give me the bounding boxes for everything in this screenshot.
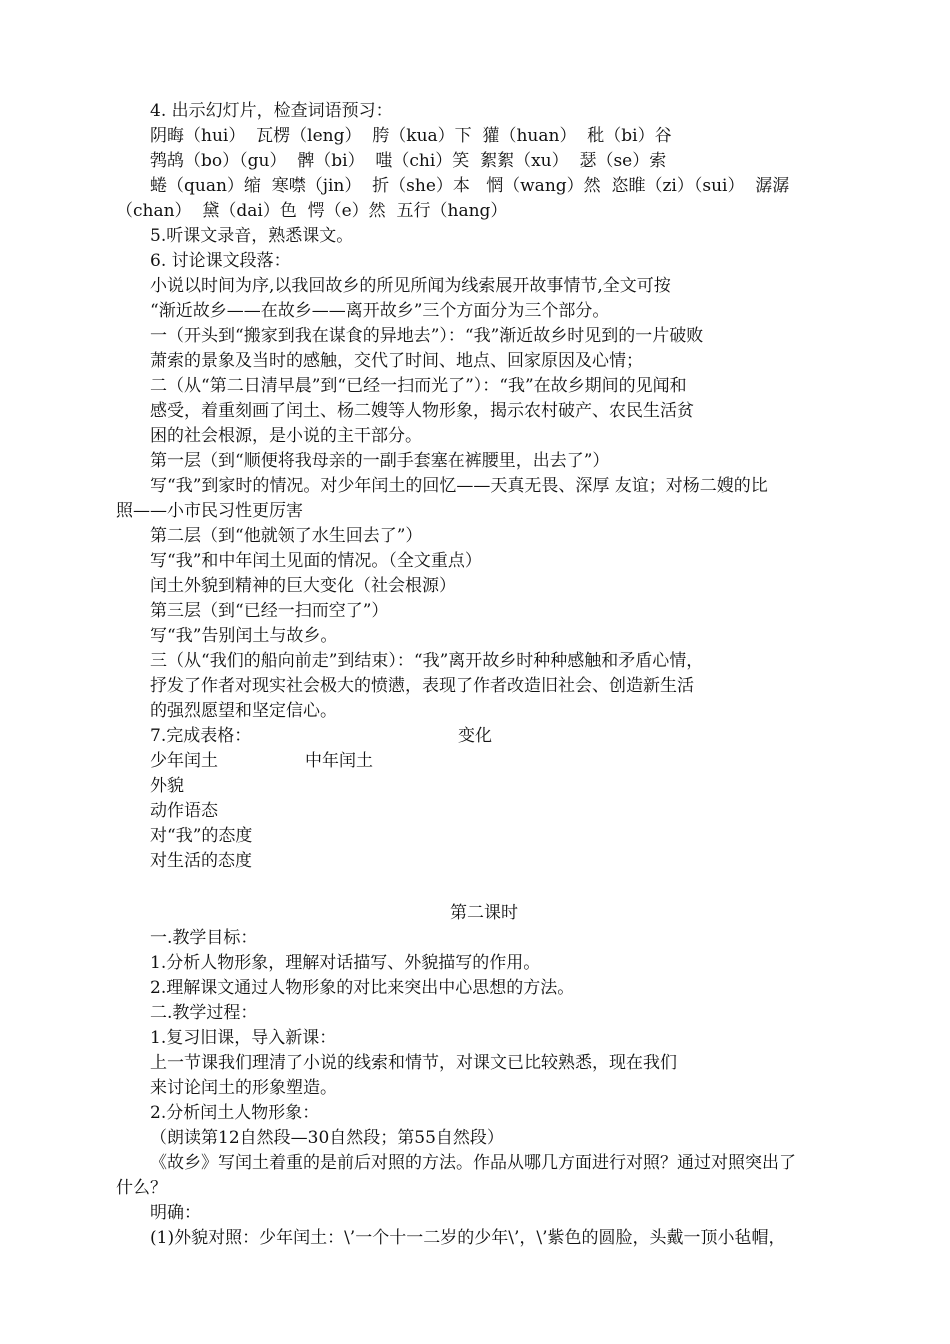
table-column-youth: 少年闰土 bbox=[150, 751, 218, 771]
text-line: “渐近故乡——在故乡——离开故乡”三个方面分为三个部分。 bbox=[150, 301, 610, 321]
text-line: 鹁鸪（bo）（gu） 髀（bi） 嗤（chi）笑 絮絮（xu） 瑟（se）索 bbox=[150, 151, 667, 171]
text-line: 明确： bbox=[150, 1203, 201, 1223]
text-line: (1)外貌对照：少年闰土：\’一个十一二岁的少年\’，\’紫色的圆脸，头戴一顶小毡帽， bbox=[150, 1228, 786, 1248]
table-row-label: 外貌 bbox=[150, 776, 184, 796]
text-line: 第一层（到“顺便将我母亲的一副手套塞在裤腰里，出去了”） bbox=[150, 451, 610, 471]
text-line: 写“我”到家时的情况。对少年闰土的回忆——天真无畏、深厚 友谊；对杨二嫂的比 bbox=[150, 476, 768, 496]
text-line: 抒发了作者对现实社会极大的愤懑，表现了作者改造旧社会、创造新生活 bbox=[150, 676, 694, 696]
text-line: 的强烈愿望和坚定信心。 bbox=[150, 701, 337, 721]
text-line: 一（开头到“搬家到我在谋食的异地去”）：“我”渐近故乡时见到的一片破败 bbox=[150, 326, 704, 346]
text-line: （chan） 黛（dai）色 愕（e）然 五行（hang） bbox=[116, 201, 508, 221]
text-line: 6. 讨论课文段落： bbox=[150, 251, 291, 271]
text-line: 2.理解课文通过人物形象的对比来突出中心思想的方法。 bbox=[150, 978, 575, 998]
text-line: 阴晦（hui） 瓦楞（leng） 胯（kua）下 獾（huan） 秕（bi）谷 bbox=[150, 126, 672, 146]
text-line: 写“我”告别闰土与故乡。 bbox=[150, 626, 338, 646]
text-line: 1.分析人物形象，理解对话描写、外貌描写的作用。 bbox=[150, 953, 541, 973]
text-line: 困的社会根源，是小说的主干部分。 bbox=[150, 426, 422, 446]
text-line: 1.复习旧课，导入新课： bbox=[150, 1028, 337, 1048]
section-title: 第二课时 bbox=[450, 903, 518, 923]
text-line: 5.听课文录音，熟悉课文。 bbox=[150, 226, 354, 246]
text-line: 蜷（quan）缩 寒噤（jin） 折（she）本 惘（wang）然 恣睢（zi）（sui） 潺潺 bbox=[150, 176, 790, 196]
text-line: 第二层（到“他就领了水生回去了”） bbox=[150, 526, 423, 546]
text-line: 照——小市民习性更厉害 bbox=[116, 501, 303, 521]
table-heading: 7.完成表格： bbox=[150, 726, 252, 746]
text-line: 上一节课我们理清了小说的线索和情节，对课文已比较熟悉，现在我们 bbox=[150, 1053, 677, 1073]
text-line: 三（从“我们的船向前走”到结束）：“我”离开故乡时种种感触和矛盾心情， bbox=[150, 651, 704, 671]
text-line: 感受，着重刻画了闰土、杨二嫂等人物形象，揭示农村破产、农民生活贫 bbox=[150, 401, 694, 421]
text-line: 二.教学过程： bbox=[150, 1003, 258, 1023]
text-line: 写“我”和中年闰土见面的情况。（全文重点） bbox=[150, 551, 482, 571]
table-column-change: 变化 bbox=[458, 726, 492, 746]
text-line: （朗读第12自然段—30自然段；第55自然段） bbox=[150, 1128, 504, 1148]
text-line: 萧索的景象及当时的感触，交代了时间、地点、回家原因及心情； bbox=[150, 351, 643, 371]
table-row-label: 对生活的态度 bbox=[150, 851, 252, 871]
text-line: 小说以时间为序,以我回故乡的所见所闻为线索展开故事情节,全文可按 bbox=[150, 276, 671, 296]
text-line: 什么？ bbox=[116, 1178, 167, 1198]
text-line: 2.分析闰土人物形象： bbox=[150, 1103, 320, 1123]
text-line: 4. 出示幻灯片，检查词语预习： bbox=[150, 101, 393, 121]
table-row-label: 对“我”的态度 bbox=[150, 826, 253, 846]
table-row-label: 动作语态 bbox=[150, 801, 218, 821]
text-line: 《故乡》写闰土着重的是前后对照的方法。作品从哪几方面进行对照？通过对照突出了 bbox=[150, 1153, 796, 1173]
text-line: 一.教学目标： bbox=[150, 928, 258, 948]
text-line: 来讨论闰土的形象塑造。 bbox=[150, 1078, 337, 1098]
text-line: 闰土外貌到精神的巨大变化（社会根源） bbox=[150, 576, 456, 596]
text-line: 第三层（到“已经一扫而空了”） bbox=[150, 601, 389, 621]
text-line: 二（从“第二日清早晨”到“已经一扫而光了”）：“我”在故乡期间的见闻和 bbox=[150, 376, 687, 396]
table-column-middle-age: 中年闰土 bbox=[305, 751, 373, 771]
